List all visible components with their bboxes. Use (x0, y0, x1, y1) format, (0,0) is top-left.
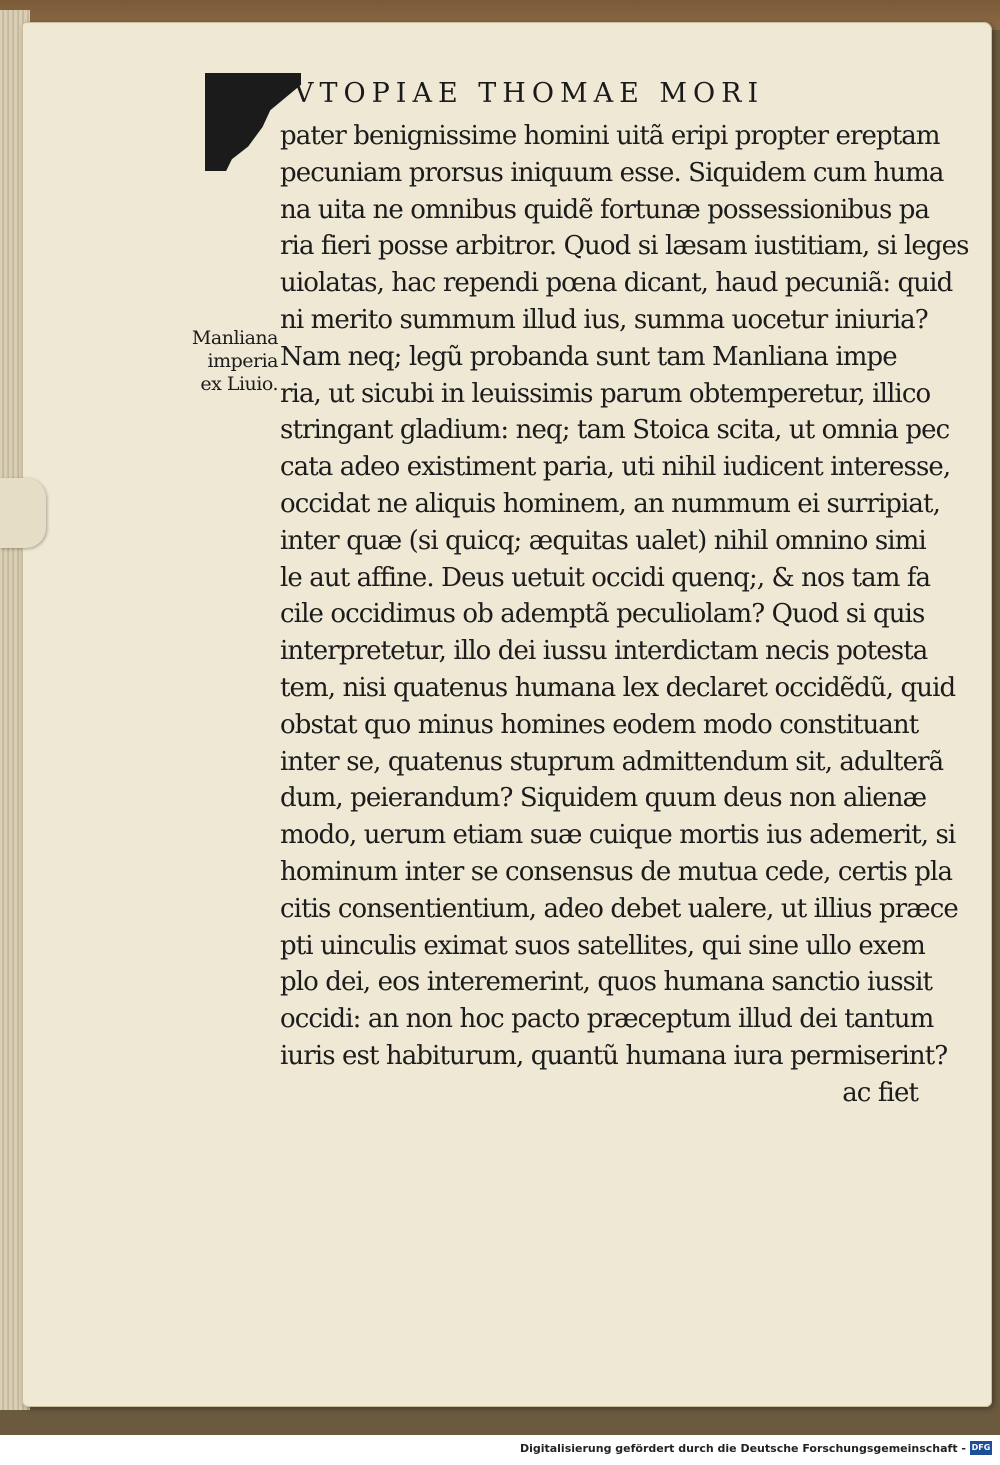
text-line: Nam neq; legũ probanda sunt tam Manliana impe (280, 341, 897, 372)
text-line: iuris est habiturum, quantũ humana iura permiserint? (280, 1040, 948, 1071)
text-line: cile occidimus ob ademptã peculiolam? Quod si quis (280, 599, 925, 630)
text-line: inter se, quatenus stuprum admittendum sit, adulterã (280, 746, 944, 777)
text-line: dum, peierandum? Siquidem quum deus non alienæ (280, 783, 927, 814)
text-line: pecuniam prorsus iniquum esse. Siquidem cum huma (280, 157, 944, 188)
page-clip (0, 478, 46, 548)
marginal-note-line: Manliana (191, 327, 278, 349)
text-line: modo, uerum etiam suæ cuique mortis ius ademerit, si (280, 820, 956, 851)
footer-credit: Digitalisierung gefördert durch die Deutsche Forschungsgemeinschaft - (519, 1442, 966, 1455)
running-head: VTOPIAE THOMAE MORI (294, 78, 765, 109)
text-line: occidat ne aliquis hominem, an nummum ei surripiat, (280, 488, 940, 519)
text-line: interpretetur, illo dei iussu interdictam necis potesta (280, 636, 928, 667)
catchword: ac fiet (842, 1077, 918, 1108)
text-line: ria, ut sicubi in leuissimis parum obtemperetur, illico (280, 378, 931, 409)
text-line: occidi: an non hoc pacto præceptum illud dei tantum (280, 1004, 934, 1035)
text-line: pater benignissime homini uitã eripi propter ereptam (280, 121, 940, 151)
text-line: ria fieri posse arbitror. Quod si læsam iustitiam, si leges (280, 231, 969, 262)
marginal-note (158, 327, 278, 396)
text-line: obstat quo minus homines eodem modo constituant (280, 709, 919, 740)
text-line: na uita ne omnibus quidẽ fortunæ possessionibus pa (280, 194, 930, 225)
body-text (280, 118, 969, 1112)
text-line: cata adeo existiment paria, uti nihil iudicent interesse, (280, 452, 951, 483)
text-line: stringant gladium: neq; tam Stoica scita, ut omnia pec (280, 415, 950, 446)
text-line: tem, nisi quatenus humana lex declaret occidẽdũ, quid (280, 672, 956, 703)
text-line: le aut affine. Deus uetuit occidi quenq;, & nos tam fa (280, 562, 931, 593)
text-line: pti uinculis eximat suos satellites, qui sine ullo exem (280, 930, 925, 961)
text-line: inter quæ (si quicq; æquitas ualet) nihil omnino simi (280, 525, 926, 556)
text-line: citis consentientium, adeo debet ualere, ut illius præce (280, 893, 958, 924)
marginal-note-line: imperia (207, 350, 278, 372)
marginal-note-line: ex Liuio. (200, 373, 278, 395)
text-line: plo dei, eos interemerint, quos humana sanctio iussit (280, 967, 933, 998)
text-line: ni merito summum illud ius, summa uocetur iniuria? (280, 304, 928, 335)
text-line: hominum inter se consensus de mutua cede, certis pla (280, 856, 953, 887)
dfg-logo: DFG (970, 1441, 992, 1455)
text-line: uiolatas, hac rependi pœna dicant, haud pecuniã: quid (280, 268, 953, 299)
